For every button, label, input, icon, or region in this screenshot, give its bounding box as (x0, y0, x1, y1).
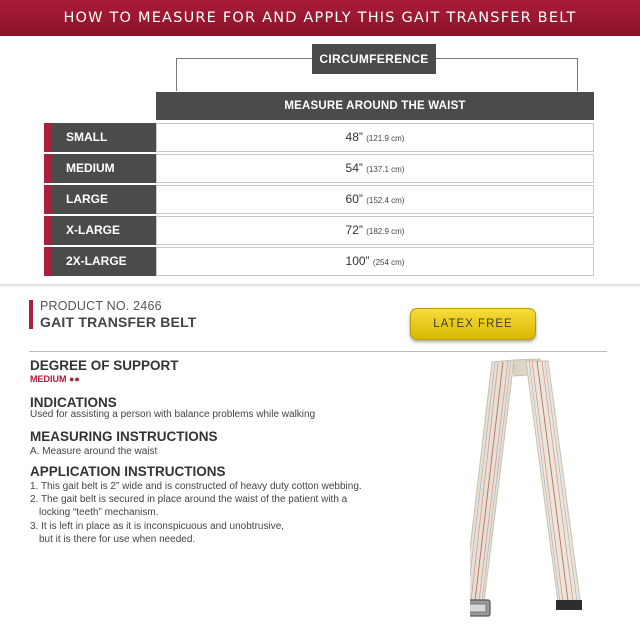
product-number: PRODUCT NO. 2466 (40, 299, 162, 313)
indications-text: Used for assisting a person with balance problems while walking (30, 409, 316, 420)
application-line-1: 1. This gait belt is 2” wide and is constructed of heavy duty cotton webbing. (30, 481, 362, 492)
inches-value: 48” (345, 130, 363, 144)
product-accent-bar (29, 300, 33, 329)
size-value (156, 247, 594, 276)
inches-value: 72” (345, 223, 363, 237)
indications-title: INDICATIONS (30, 395, 117, 410)
size-row-small (44, 123, 594, 152)
size-label: X-LARGE (52, 216, 200, 245)
size-label: 2X-LARGE (52, 247, 200, 276)
row-accent (44, 123, 52, 152)
size-value (156, 154, 594, 183)
row-accent (44, 154, 52, 183)
row-accent (44, 247, 52, 276)
application-line-3: locking “teeth” mechanism. (39, 507, 159, 518)
inches-value: 100” (345, 254, 370, 268)
size-row-large (44, 185, 594, 214)
size-row-2x-large (44, 247, 594, 276)
cm-value: (121.9 cm) (366, 134, 405, 143)
circumference-header: CIRCUMFERENCE (312, 44, 436, 74)
support-level: MEDIUM ●● (30, 374, 80, 384)
gait-belt-image (470, 356, 590, 632)
row-accent (44, 185, 52, 214)
size-label: LARGE (52, 185, 200, 214)
cm-value: (137.1 cm) (366, 165, 405, 174)
size-row-x-large (44, 216, 594, 245)
latex-free-badge: LATEX FREE (410, 308, 536, 340)
cm-value: (182.9 cm) (366, 227, 405, 236)
size-row-medium (44, 154, 594, 183)
size-value (156, 216, 594, 245)
size-label: MEDIUM (52, 154, 200, 183)
measuring-text: A. Measure around the waist (30, 446, 158, 457)
application-title: APPLICATION INSTRUCTIONS (30, 464, 226, 479)
size-value (156, 185, 594, 214)
application-line-2: 2. The gait belt is secured in place around the waist of the patient with a (30, 494, 348, 505)
inches-value: 60” (345, 192, 363, 206)
application-line-4: 3. It is left in place as it is inconspicuous and unobtrusive, (30, 521, 285, 532)
section-shadow-divider (0, 284, 640, 288)
support-title: DEGREE OF SUPPORT (30, 358, 179, 373)
inches-value: 54” (345, 161, 363, 175)
measure-column-header: MEASURE AROUND THE WAIST (156, 92, 594, 120)
application-line-5: but it is there for use when needed. (39, 534, 196, 545)
measuring-title: MEASURING INSTRUCTIONS (30, 429, 218, 444)
product-name: GAIT TRANSFER BELT (40, 314, 197, 330)
size-label: SMALL (52, 123, 200, 152)
page-banner: HOW TO MEASURE FOR AND APPLY THIS GAIT TRANSFER BELT (0, 0, 640, 36)
product-divider (29, 351, 607, 352)
cm-value: (152.4 cm) (366, 196, 405, 205)
size-value (156, 123, 594, 152)
row-accent (44, 216, 52, 245)
cm-value: (254 cm) (372, 258, 405, 267)
